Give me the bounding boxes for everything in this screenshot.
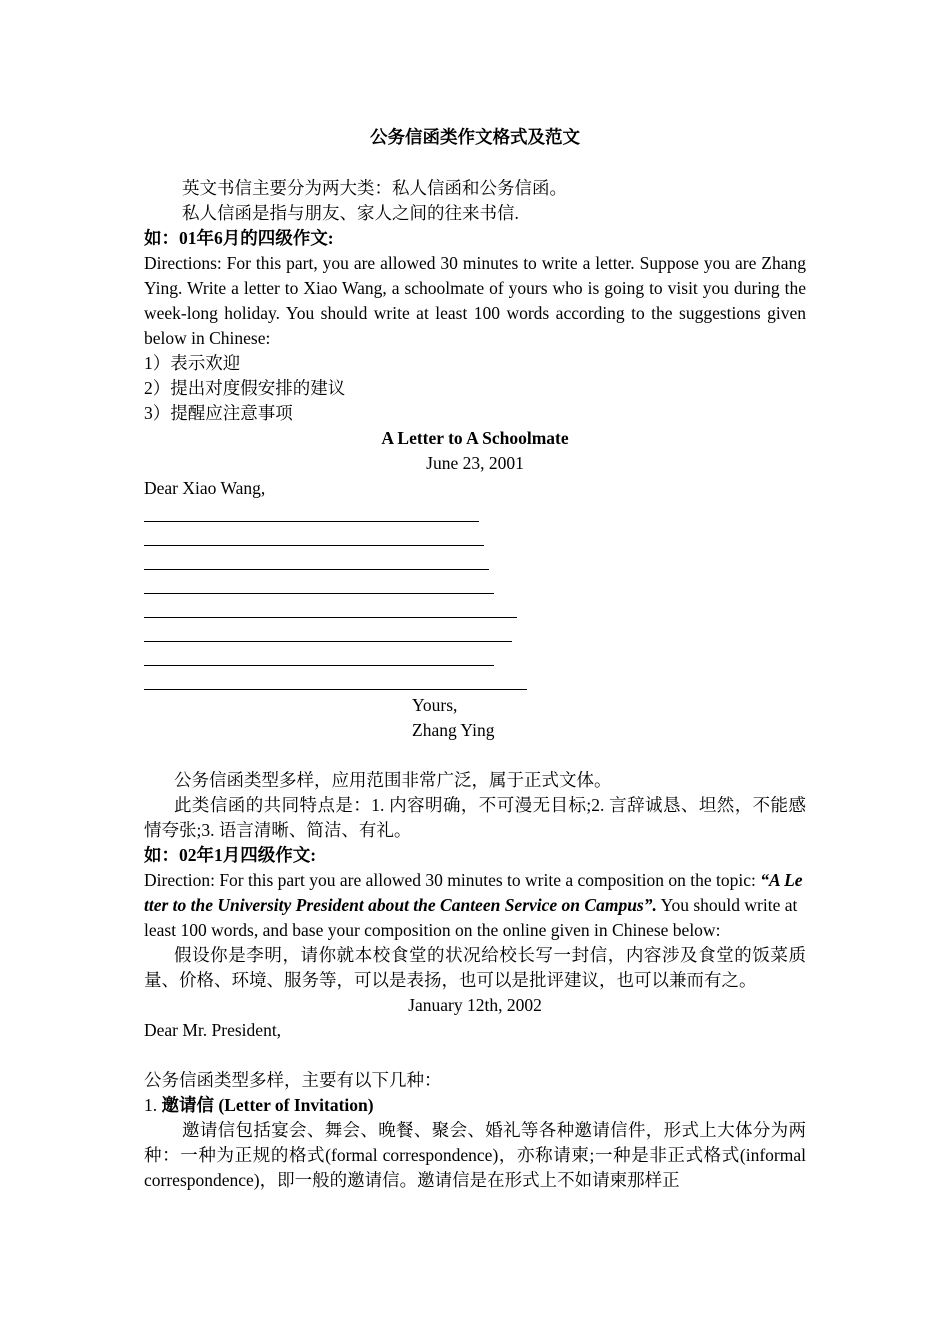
example2-heading: 如：02年1月四级作文: (144, 845, 317, 865)
blank-writing-line (144, 549, 806, 573)
blank-writing-line (144, 501, 806, 525)
document-page (144, 124, 806, 1193)
letter-salutation: Dear Xiao Wang, (144, 478, 266, 498)
example1-point-3: 3）提醒应注意事项 (144, 403, 293, 423)
document-title: 公务信函类作文格式及范文 (370, 127, 580, 147)
example2-directions-post: You should write at least 100 words, and base your composition on the online given in Chinese below: (144, 895, 798, 940)
letter-title: A Letter to A Schoolmate (381, 428, 569, 448)
blank-writing-line (144, 573, 806, 597)
example1-heading: 如：01年6月的四级作文: (144, 228, 334, 248)
blank-writing-line (144, 645, 806, 669)
example1-point-1: 1）表示欢迎 (144, 353, 241, 373)
example2-directions (144, 868, 806, 943)
section1-body: 邀请信包括宴会、舞会、晚餐、聚会、婚礼等各种邀请信件，形式上大体分为两种：一种为正规的格式(formal correspondence)，亦称请柬;一种是非正式格式(informal correspondence)，即一般的邀请信。邀请信是在形式上不如请柬那样正 (144, 1120, 806, 1190)
intro-paragraph-1: 英文书信主要分为两大类：私人信函和公务信函。 (182, 178, 567, 198)
intro-paragraph-2: 私人信函是指与朋友、家人之间的往来书信. (182, 203, 519, 223)
example2-date: January 12th, 2002 (408, 995, 542, 1015)
formal-intro-paragraph-2: 此类信函的共同特点是：1. 内容明确，不可漫无目标;2. 言辞诚恳、坦然，不能感情夸张;3. 语言清晰、简洁、有礼。 (144, 795, 806, 840)
example2-topic: “A Letter to the University President about the Canteen Service on Campus”. (144, 870, 803, 915)
letter-signature: Zhang Ying (412, 720, 495, 740)
example1-directions: Directions: For this part, you are allowed 30 minutes to write a letter. Suppose you are Zhang Ying. Write a letter to Xiao Wang, a schoolmate of yours who is going to visit you during the week-long holiday. You should write at least 100 words according to the suggestions given below in Chinese: (144, 253, 806, 348)
blank-writing-line (144, 621, 806, 645)
example2-chinese-prompt: 假设你是李明，请你就本校食堂的状况给校长写一封信，内容涉及食堂的饭菜质量、价格、环境、服务等，可以是表扬，也可以是批评建议，也可以兼而有之。 (144, 945, 806, 990)
example2-directions-pre: Direction: For this part you are allowed 30 minutes to write a composition on the topic: (144, 870, 761, 890)
blank-writing-line (144, 597, 806, 621)
types-intro: 公务信函类型多样，主要有以下几种： (144, 1070, 442, 1090)
formal-intro-paragraph-1: 公务信函类型多样，应用范围非常广泛，属于正式文体。 (174, 770, 612, 790)
letter-date: June 23, 2001 (426, 453, 524, 473)
section1-heading: 邀请信 (Letter of Invitation) (161, 1095, 374, 1115)
spacer (144, 1043, 806, 1068)
letter-closing: Yours, (412, 695, 458, 715)
spacer (144, 743, 806, 768)
section1-number: 1. (144, 1095, 158, 1115)
section1-heading-line (144, 1093, 806, 1118)
example1-point-2: 2）提出对度假安排的建议 (144, 378, 346, 398)
example2-salutation: Dear Mr. President, (144, 1020, 282, 1040)
spacer (144, 150, 806, 176)
blank-writing-line (144, 669, 806, 693)
blank-writing-line (144, 525, 806, 549)
